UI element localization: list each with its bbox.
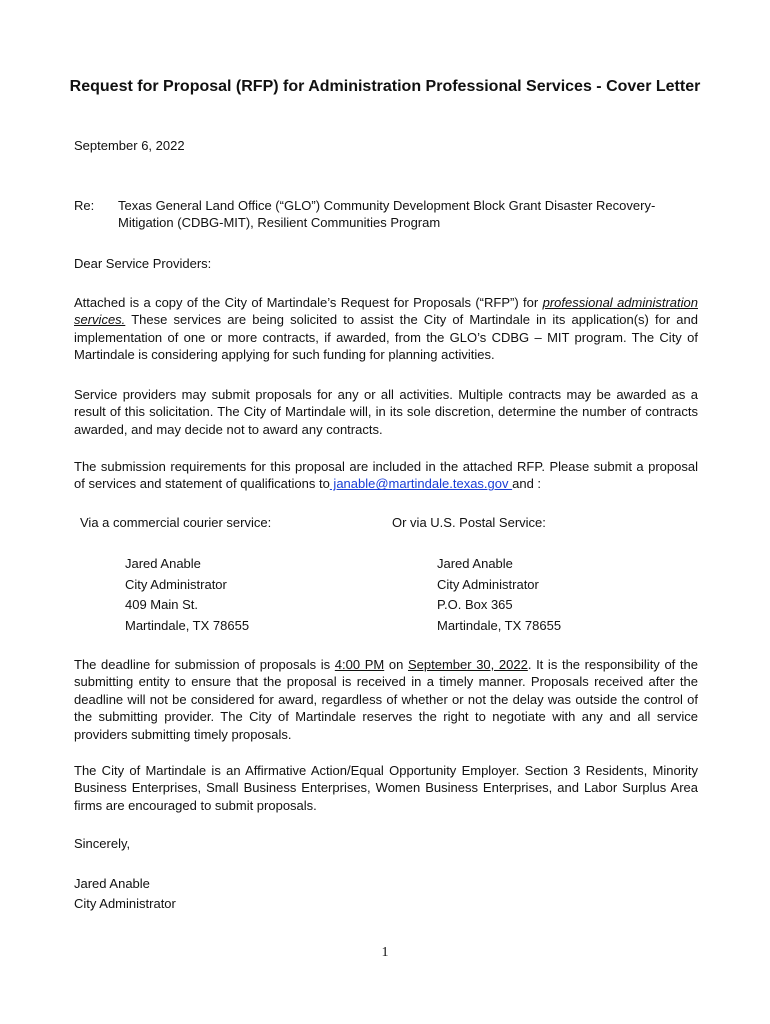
deadline-text-after: . It is the responsibility of the submitting entity to ensure that the proposal is received in a timely manner. Proposals received after the deadline will not be considered for award, regardless of whether or not the delay was outside the control of the submitting provider. The City of Martindale reserves the right to negotiate with any and all service providers submitting timely proposals. (74, 657, 698, 742)
paragraph-deadline (74, 656, 698, 743)
deadline-time: 4:00 PM (334, 657, 385, 672)
courier-address-line: 409 Main St. (125, 597, 198, 612)
courier-address (125, 554, 249, 636)
submission-text-before: The submission requirements for this proposal are included in the attached RFP. Please submit a proposal of services and statement of qualifications to (74, 459, 698, 492)
page-number: 1 (381, 945, 389, 960)
postal-address (437, 554, 561, 636)
professional-services-emphasis: professional administration services. (74, 295, 698, 328)
deadline-date: September 30, 2022 (407, 657, 528, 672)
re-subject: Texas General Land Office (“GLO”) Community Development Block Grant Disaster Recovery-Mitigation (CDBG-MIT), Resilient Communities Program (118, 198, 656, 231)
signature-title: City Administrator (74, 896, 176, 911)
postal-address-line: P.O. Box 365 (437, 597, 513, 612)
intro-text-after: These services are being solicited to assist the City of Martindale in its application(s) for and implementation of one or more contracts, if awarded, from the GLO’s CDBG – MIT program. The City of Martindale is considering applying for such funding for planning activities. (74, 312, 698, 363)
paragraph-intro (74, 294, 698, 364)
courier-address-line: Jared Anable (125, 556, 201, 571)
courier-address-line: Martindale, TX 78655 (125, 617, 250, 633)
signature-name: Jared Anable (74, 876, 150, 891)
postal-heading: Or via U.S. Postal Service: (392, 515, 546, 530)
postal-address-line: Jared Anable (437, 556, 513, 571)
paragraph-submission (74, 458, 698, 493)
paragraph-equal-opportunity: The City of Martindale is an Affirmative Action/Equal Opportunity Employer. Section 3 Residents, Minority Business Enterprises, Small Business Enterprises, Women Business Enterprises, and Labor Surplus Area firms are encouraged to submit proposals. (74, 763, 698, 813)
submission-text-after: and : (512, 476, 542, 492)
deadline-text-before: The deadline for submission of proposals is (74, 657, 335, 672)
page-title: Request for Proposal (RFP) for Administration Professional Services - Cover Letter (69, 78, 701, 95)
postal-address-line: Martindale, TX 78655 (437, 617, 562, 633)
letter-date: September 6, 2022 (74, 138, 185, 153)
courier-heading: Via a commercial courier service: (80, 515, 272, 530)
re-label: Re: (74, 198, 95, 213)
paragraph-proposals: Service providers may submit proposals for any or all activities. Multiple contracts may be awarded as a result of this solicitation. The City of Martindale will, in its sole discretion, determine the number of contracts awarded, and may decide not to award any contracts. (74, 387, 698, 437)
postal-address-line: City Administrator (437, 576, 539, 592)
deadline-text-mid: on (384, 657, 408, 672)
closing: Sincerely, (74, 836, 131, 851)
email-link[interactable]: janable@martindale.texas.gov (329, 476, 513, 492)
salutation: Dear Service Providers: (74, 256, 212, 271)
intro-text-before: Attached is a copy of the City of Martindale’s Request for Proposals (“RFP”) for (74, 295, 543, 310)
courier-address-line: City Administrator (125, 576, 227, 592)
